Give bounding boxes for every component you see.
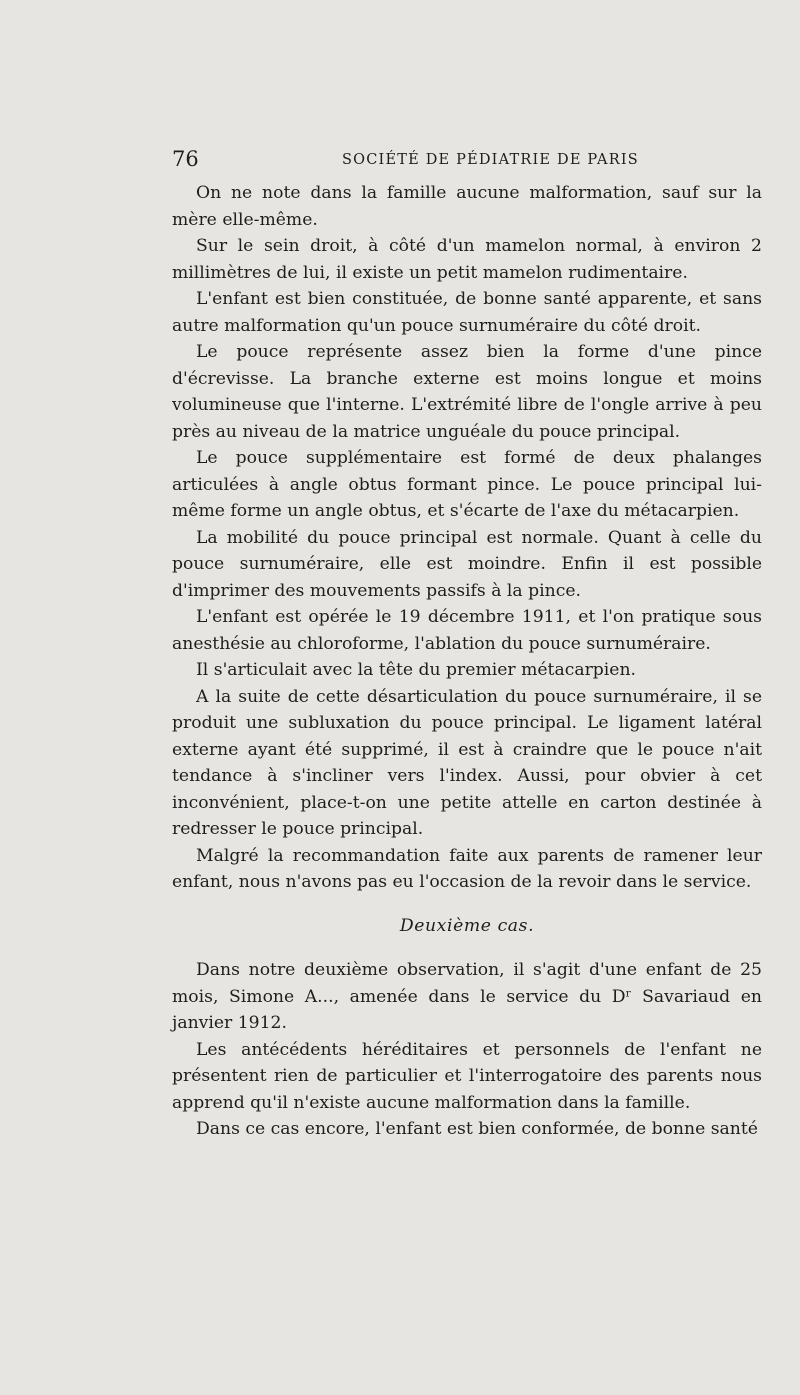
section-title: Deuxième cas. [399,915,535,936]
paragraph: Dans ce cas encore, l'enfant est bien conformée, de bonne santé [196,1119,758,1139]
page-header [172,148,762,170]
paragraph: L'enfant est opérée le 19 décembre 1911, et l'on pratique sous anesthésie au chloroforme, l'ablation du pouce surnuméraire. [172,607,762,654]
paragraph: On ne note dans la famille aucune malformation, sauf sur la mère elle-même. [172,183,762,230]
paragraph: Les antécédents héréditaires et personnels de l'enfant ne présentent rien de particulier et l'interrogatoire des parents nous apprend qu'il n'existe aucune malformation dans la famille. [172,1039,762,1113]
page-number: 76 [172,147,199,171]
paragraph: La mobilité du pouce principal est normale. Quant à celle du pouce surnuméraire, elle est moindre. Enfin il est possible d'imprimer des mouvements passifs à la pince. [172,527,762,601]
running-title: SOCIÉTÉ DE PÉDIATRIE DE PARIS [342,152,639,168]
paragraph: Le pouce représente assez bien la forme d'une pince d'écrevisse. La branche externe est moins longue et moins volumineuse que l'interne. L'extrémité libre de l'ongle arrive à peu près au niveau de la matrice unguéale du pouce principal. [172,342,762,442]
paragraph: A la suite de cette désarticulation du pouce surnuméraire, il se produit une subluxation du pouce principal. Le ligament latéral externe ayant été supprimé, il est à craindre que le pouce n'ait tendance à s'incliner vers l'index. Aussi, pour obvier à cet inconvénient, place-t-on une petite attelle en carton destinée à redresser le pouce principal. [172,686,762,839]
paragraph: Sur le sein droit, à côté d'un mamelon normal, à environ 2 millimètres de lui, il existe un petit mamelon rudimentaire. [172,236,762,283]
paragraph: Le pouce supplémentaire est formé de deux phalanges articulées à angle obtus formant pince. Le pouce principal lui-même forme un angle obtus, et s'écarte de l'axe du métacarpien. [172,448,762,521]
body-text [172,180,762,1143]
paragraph: Malgré la recommandation faite aux parents de ramener leur enfant, nous n'avons pas eu l'occasion de la revoir dans le service. [172,845,762,892]
paragraph: L'enfant est bien constituée, de bonne santé apparente, et sans autre malformation qu'un pouce surnuméraire du côté droit. [172,289,762,336]
paragraph: Dans notre deuxième observation, il s'agit d'une enfant de 25 mois, Simone A..., amenée dans le service du Dʳ Savariaud en janvier 1912. [172,960,762,1033]
paragraph: Il s'articulait avec la tête du premier métacarpien. [196,660,637,680]
